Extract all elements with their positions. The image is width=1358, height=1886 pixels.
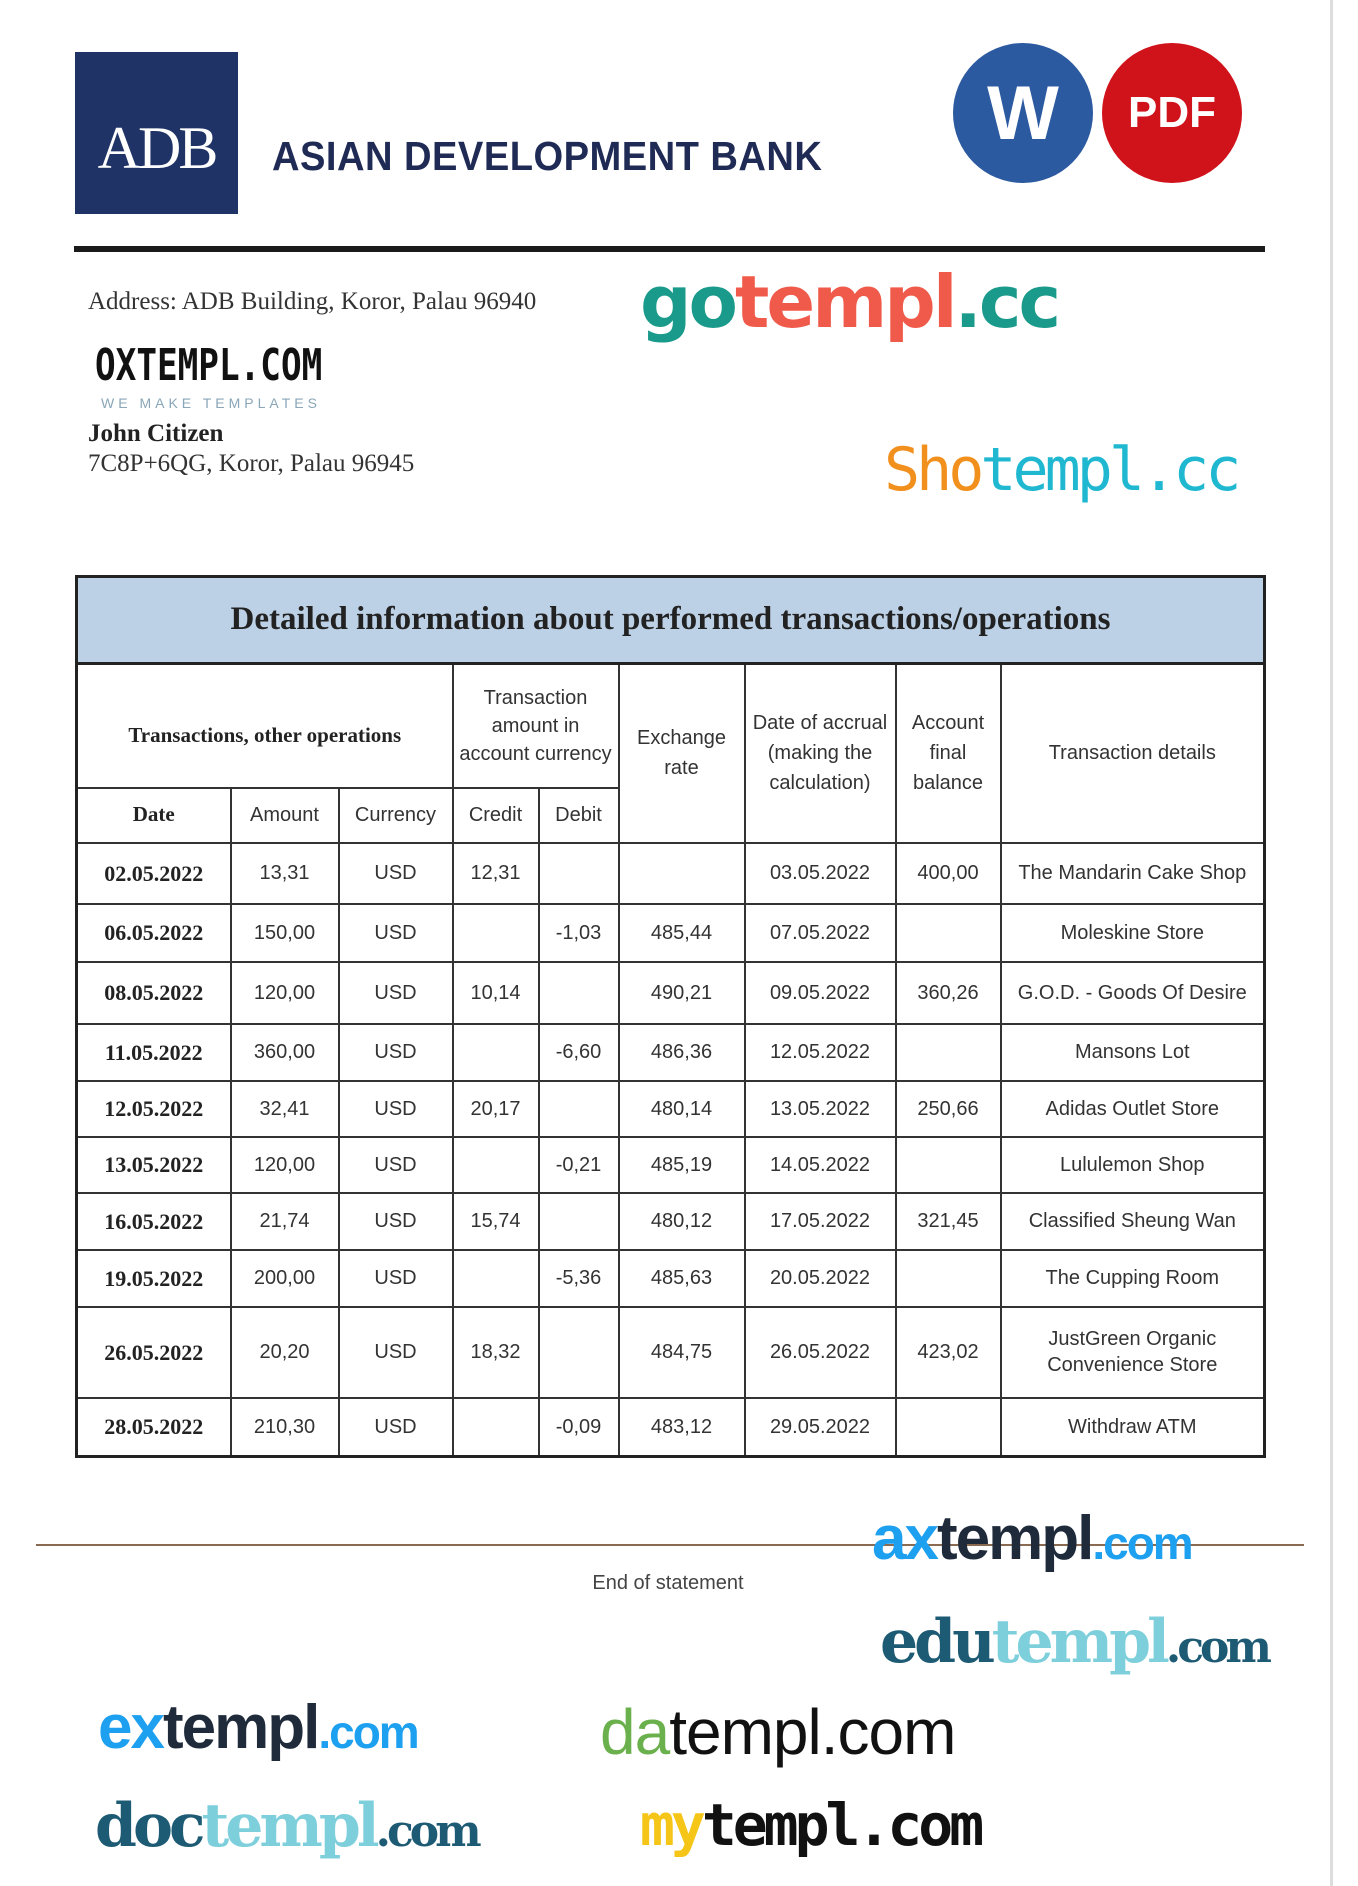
cell-currency: USD bbox=[339, 1307, 453, 1398]
wm-part: doc bbox=[95, 1791, 202, 1861]
wm-part: ax bbox=[872, 1504, 937, 1573]
bank-address: Address: ADB Building, Koror, Palau 96940 bbox=[88, 288, 537, 315]
watermark-edutempl bbox=[880, 1607, 1268, 1677]
cell-final-balance: 400,00 bbox=[896, 843, 1001, 904]
wm-part: .com bbox=[375, 1806, 478, 1857]
cell-accrual-date: 03.05.2022 bbox=[745, 843, 896, 904]
cell-credit: 10,14 bbox=[453, 962, 539, 1024]
pdf-icon[interactable]: PDF bbox=[1102, 43, 1242, 183]
cell-date: 12.05.2022 bbox=[77, 1081, 231, 1137]
cell-exchange-rate: 486,36 bbox=[619, 1024, 745, 1081]
wm-part: templ bbox=[991, 1607, 1166, 1677]
bank-name: ASIAN DEVELOPMENT BANK bbox=[272, 133, 823, 179]
cell-exchange-rate bbox=[619, 843, 745, 904]
cell-amount: 120,00 bbox=[231, 962, 339, 1024]
cell-final-balance bbox=[896, 1250, 1001, 1307]
cell-credit: 20,17 bbox=[453, 1081, 539, 1137]
cell-final-balance bbox=[896, 1398, 1001, 1457]
currency-header: Currency bbox=[339, 788, 453, 843]
cell-currency: USD bbox=[339, 1193, 453, 1250]
wm-part: .com bbox=[1092, 1517, 1192, 1569]
cell-details: G.O.D. - Goods Of Desire bbox=[1001, 962, 1265, 1024]
cell-debit bbox=[539, 843, 619, 904]
cell-debit bbox=[539, 1193, 619, 1250]
table-title: Detailed information about performed transactions/operations bbox=[77, 577, 1265, 664]
wm-part: templ.com bbox=[701, 1791, 981, 1859]
credit-header: Credit bbox=[453, 788, 539, 843]
cell-date: 19.05.2022 bbox=[77, 1250, 231, 1307]
cell-amount: 13,31 bbox=[231, 843, 339, 904]
cell-final-balance: 360,26 bbox=[896, 962, 1001, 1024]
wm-part: .com bbox=[1165, 1622, 1268, 1673]
cell-date: 06.05.2022 bbox=[77, 904, 231, 962]
customer-name: John Citizen bbox=[88, 420, 224, 447]
cell-accrual-date: 14.05.2022 bbox=[745, 1137, 896, 1193]
logo-text: ADB bbox=[97, 115, 216, 181]
cell-debit bbox=[539, 1307, 619, 1398]
cell-details: Classified Sheung Wan bbox=[1001, 1193, 1265, 1250]
table-row bbox=[77, 1307, 1265, 1398]
cell-date: 08.05.2022 bbox=[77, 962, 231, 1024]
cell-date: 13.05.2022 bbox=[77, 1137, 231, 1193]
cell-credit bbox=[453, 1024, 539, 1081]
table-row bbox=[77, 1193, 1265, 1250]
table-row bbox=[77, 1398, 1265, 1457]
amount-header: Transaction amount in account currency bbox=[453, 664, 619, 788]
details-header: Transaction details bbox=[1001, 664, 1265, 843]
cell-date: 02.05.2022 bbox=[77, 843, 231, 904]
cell-credit: 15,74 bbox=[453, 1193, 539, 1250]
cell-debit: -0,21 bbox=[539, 1137, 619, 1193]
cell-exchange-rate: 484,75 bbox=[619, 1307, 745, 1398]
cell-accrual-date: 17.05.2022 bbox=[745, 1193, 896, 1250]
wm-part: my bbox=[640, 1791, 702, 1859]
table-row bbox=[77, 843, 1265, 904]
wm-part: go bbox=[640, 260, 736, 344]
balance-header: Account final balance bbox=[896, 664, 1001, 843]
cell-accrual-date: 26.05.2022 bbox=[745, 1307, 896, 1398]
cell-credit: 18,32 bbox=[453, 1307, 539, 1398]
watermark-gotempl bbox=[640, 260, 1059, 344]
cell-final-balance: 423,02 bbox=[896, 1307, 1001, 1398]
cell-currency: USD bbox=[339, 1398, 453, 1457]
watermark-shotempl bbox=[884, 435, 1238, 505]
cell-date: 11.05.2022 bbox=[77, 1024, 231, 1081]
cell-currency: USD bbox=[339, 1250, 453, 1307]
wm-part: ex bbox=[98, 1693, 163, 1762]
cell-currency: USD bbox=[339, 962, 453, 1024]
table-row bbox=[77, 1250, 1265, 1307]
cell-exchange-rate: 483,12 bbox=[619, 1398, 745, 1457]
cell-currency: USD bbox=[339, 1081, 453, 1137]
cell-accrual-date: 13.05.2022 bbox=[745, 1081, 896, 1137]
watermark-doctempl bbox=[95, 1791, 478, 1861]
wm-part: da bbox=[600, 1696, 670, 1768]
cell-date: 28.05.2022 bbox=[77, 1398, 231, 1457]
page-edge bbox=[1330, 0, 1333, 1886]
cell-debit bbox=[539, 1081, 619, 1137]
wm-part: templ.com bbox=[669, 1696, 956, 1768]
cell-date: 26.05.2022 bbox=[77, 1307, 231, 1398]
cell-accrual-date: 29.05.2022 bbox=[745, 1398, 896, 1457]
debit-header: Debit bbox=[539, 788, 619, 843]
wm-part: .com bbox=[318, 1706, 418, 1758]
cell-credit bbox=[453, 1137, 539, 1193]
cell-exchange-rate: 480,12 bbox=[619, 1193, 745, 1250]
watermark-oxtempl-tag: WE MAKE TEMPLATES bbox=[101, 395, 321, 411]
cell-currency: USD bbox=[339, 1024, 453, 1081]
cell-exchange-rate: 485,44 bbox=[619, 904, 745, 962]
cell-credit bbox=[453, 1250, 539, 1307]
exchange-header: Exchange rate bbox=[619, 664, 745, 843]
cell-accrual-date: 12.05.2022 bbox=[745, 1024, 896, 1081]
amount-col-header: Amount bbox=[231, 788, 339, 843]
cell-final-balance bbox=[896, 1137, 1001, 1193]
date-header: Date bbox=[77, 788, 231, 843]
cell-exchange-rate: 485,19 bbox=[619, 1137, 745, 1193]
wm-part: Sho bbox=[884, 435, 981, 505]
customer-address: 7C8P+6QG, Koror, Palau 96945 bbox=[88, 450, 415, 477]
cell-details: Mansons Lot bbox=[1001, 1024, 1265, 1081]
cell-final-balance bbox=[896, 904, 1001, 962]
cell-details: Moleskine Store bbox=[1001, 904, 1265, 962]
cell-credit: 12,31 bbox=[453, 843, 539, 904]
transactions-table bbox=[75, 575, 1266, 1458]
cell-details: The Cupping Room bbox=[1001, 1250, 1265, 1307]
wm-part: edu bbox=[880, 1607, 992, 1677]
cell-accrual-date: 20.05.2022 bbox=[745, 1250, 896, 1307]
cell-accrual-date: 07.05.2022 bbox=[745, 904, 896, 962]
cell-amount: 150,00 bbox=[231, 904, 339, 962]
cell-debit: -6,60 bbox=[539, 1024, 619, 1081]
cell-exchange-rate: 485,63 bbox=[619, 1250, 745, 1307]
cell-details: Withdraw ATM bbox=[1001, 1398, 1265, 1457]
cell-credit bbox=[453, 1398, 539, 1457]
cell-debit: -5,36 bbox=[539, 1250, 619, 1307]
divider bbox=[74, 246, 1265, 252]
wm-part: templ.cc bbox=[980, 435, 1238, 505]
cell-amount: 21,74 bbox=[231, 1193, 339, 1250]
cell-debit: -0,09 bbox=[539, 1398, 619, 1457]
cell-final-balance bbox=[896, 1024, 1001, 1081]
watermark-axtempl bbox=[872, 1504, 1192, 1573]
table-row bbox=[77, 1081, 1265, 1137]
cell-credit bbox=[453, 904, 539, 962]
cell-final-balance: 321,45 bbox=[896, 1193, 1001, 1250]
watermark-datempl bbox=[600, 1696, 956, 1768]
cell-debit: -1,03 bbox=[539, 904, 619, 962]
watermark-oxtempl: OXTEMPL.COM bbox=[95, 340, 323, 391]
cell-amount: 120,00 bbox=[231, 1137, 339, 1193]
cell-amount: 200,00 bbox=[231, 1250, 339, 1307]
cell-amount: 20,20 bbox=[231, 1307, 339, 1398]
cell-amount: 32,41 bbox=[231, 1081, 339, 1137]
cell-details: JustGreen Organic Convenience Store bbox=[1001, 1307, 1265, 1398]
cell-currency: USD bbox=[339, 904, 453, 962]
cell-amount: 210,30 bbox=[231, 1398, 339, 1457]
wm-part: templ bbox=[201, 1791, 376, 1861]
cell-debit bbox=[539, 962, 619, 1024]
wm-part: templ bbox=[936, 1504, 1093, 1573]
table-row bbox=[77, 962, 1265, 1024]
table-row bbox=[77, 1024, 1265, 1081]
cell-amount: 360,00 bbox=[231, 1024, 339, 1081]
wm-part: templ bbox=[162, 1693, 319, 1762]
word-icon[interactable]: W bbox=[953, 43, 1093, 183]
cell-currency: USD bbox=[339, 843, 453, 904]
cell-exchange-rate: 480,14 bbox=[619, 1081, 745, 1137]
accrual-header: Date of accrual (making the calculation) bbox=[745, 664, 896, 843]
group-header: Transactions, other operations bbox=[77, 664, 453, 788]
watermark-extempl bbox=[98, 1693, 418, 1762]
watermark-mytempl bbox=[640, 1791, 981, 1859]
cell-details: Adidas Outlet Store bbox=[1001, 1081, 1265, 1137]
cell-date: 16.05.2022 bbox=[77, 1193, 231, 1250]
cell-details: The Mandarin Cake Shop bbox=[1001, 843, 1265, 904]
adb-logo bbox=[75, 52, 238, 214]
cell-currency: USD bbox=[339, 1137, 453, 1193]
end-of-statement: End of statement bbox=[592, 1572, 744, 1594]
wm-part: templ bbox=[735, 260, 955, 344]
table-row bbox=[77, 1137, 1265, 1193]
cell-accrual-date: 09.05.2022 bbox=[745, 962, 896, 1024]
wm-part: .cc bbox=[954, 260, 1059, 344]
cell-final-balance: 250,66 bbox=[896, 1081, 1001, 1137]
cell-details: Lululemon Shop bbox=[1001, 1137, 1265, 1193]
cell-exchange-rate: 490,21 bbox=[619, 962, 745, 1024]
table-row bbox=[77, 904, 1265, 962]
